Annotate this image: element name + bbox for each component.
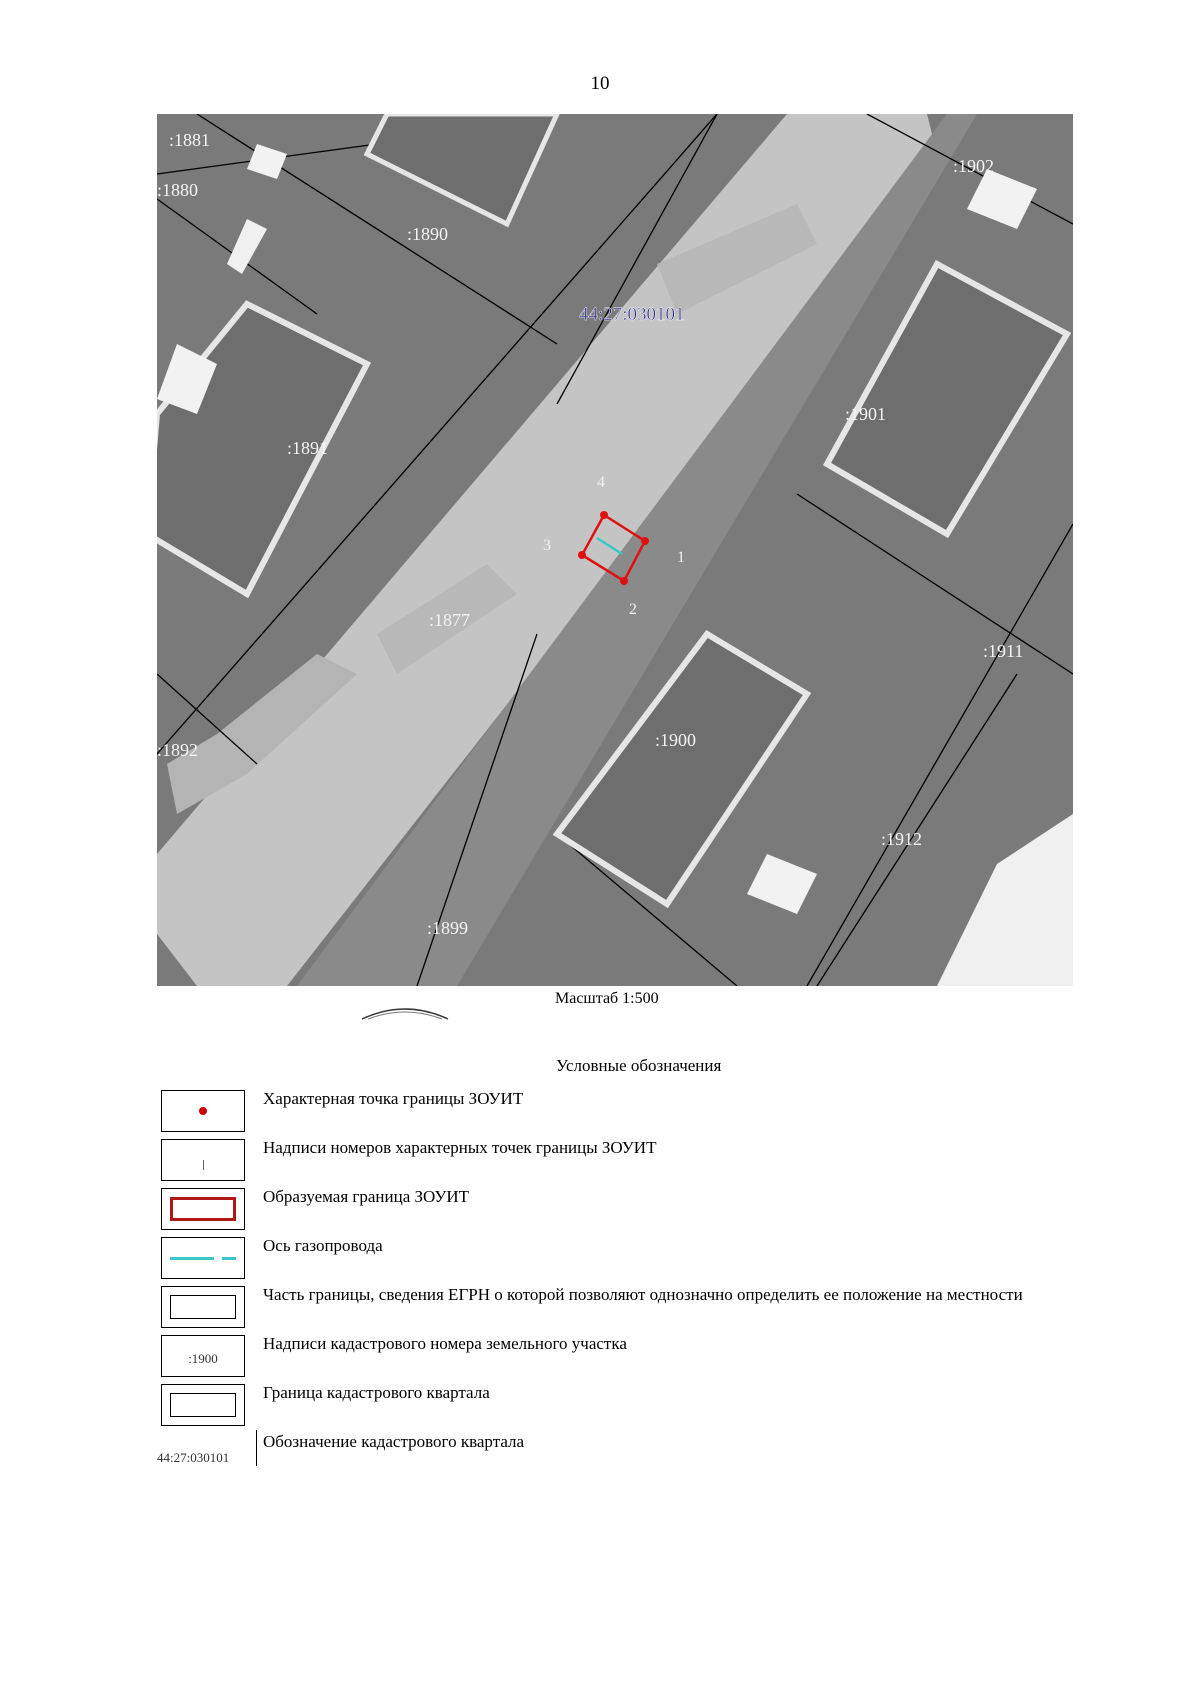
parcel-label: :1881 (169, 130, 211, 150)
parcel-label-sample: :1900 (188, 1351, 218, 1366)
cadastral-map[interactable] (157, 114, 1073, 986)
parcel-label: :1891 (287, 438, 329, 458)
legend-point-label-sample (161, 1139, 245, 1181)
parcel-label: :1902 (953, 156, 995, 176)
map-svg (157, 114, 1073, 986)
legend-text: Обозначение кадастрового квартала (263, 1432, 525, 1451)
legend-quarter-label-sample (157, 1430, 257, 1466)
point-label: 3 (543, 537, 551, 554)
legend-title: Условные обозначения (556, 1056, 722, 1075)
legend-text: Надписи номеров характерных точек границы ЗОУИТ (263, 1138, 657, 1157)
legend-quarter-boundary-sample (161, 1384, 245, 1426)
parcel-label: :1892 (157, 740, 199, 760)
compass-arc-icon (360, 1005, 450, 1021)
parcel-label: :1912 (881, 829, 923, 849)
zouit-point-2[interactable] (620, 577, 628, 585)
parcel-label: :1901 (845, 404, 887, 424)
gas-axis-icon (170, 1257, 236, 1260)
boundary-point-icon (199, 1107, 207, 1115)
legend-point-sample (161, 1090, 245, 1132)
quarter-label-sample: 44:27:030101 (157, 1450, 230, 1465)
point-label: 1 (677, 549, 685, 566)
legend-text: Характерная точка границы ЗОУИТ (263, 1089, 524, 1108)
legend-text: Часть границы, сведения ЕГРН о которой позволяют однозначно определить ее положение на местности (263, 1285, 1023, 1304)
zouit-point-1[interactable] (641, 537, 649, 545)
zouit-point-3[interactable] (578, 551, 586, 559)
point-label: 2 (629, 601, 637, 618)
egrn-boundary-icon (170, 1295, 236, 1319)
zouit-point-4[interactable] (600, 511, 608, 519)
legend-text: Граница кадастрового квартала (263, 1383, 490, 1402)
parcel-label: :1900 (655, 730, 697, 750)
point-number-icon (203, 1160, 204, 1170)
parcel-label: :1890 (407, 224, 449, 244)
quarter-boundary-icon (170, 1393, 236, 1417)
zouit-boundary-icon (170, 1197, 236, 1221)
legend-text: Надписи кадастрового номера земельного участка (263, 1334, 627, 1353)
parcel-label: :1877 (429, 610, 471, 630)
legend-parcel-label-sample (161, 1335, 245, 1377)
parcel-label: :1899 (427, 918, 469, 938)
legend-egrn-boundary-sample (161, 1286, 245, 1328)
parcel-label: :1911 (983, 641, 1024, 661)
parcel-label: :1880 (157, 180, 199, 200)
legend-text: Ось газопровода (263, 1236, 383, 1255)
legend-zouit-sample (161, 1188, 245, 1230)
page-number: 10 (590, 73, 610, 94)
scale-label: Масштаб 1:500 (555, 990, 659, 1007)
point-label: 4 (597, 474, 605, 491)
quarter-label: 44:27:030101 (579, 304, 685, 325)
legend-text: Образуемая граница ЗОУИТ (263, 1187, 470, 1206)
legend-gas-axis-sample (161, 1237, 245, 1279)
